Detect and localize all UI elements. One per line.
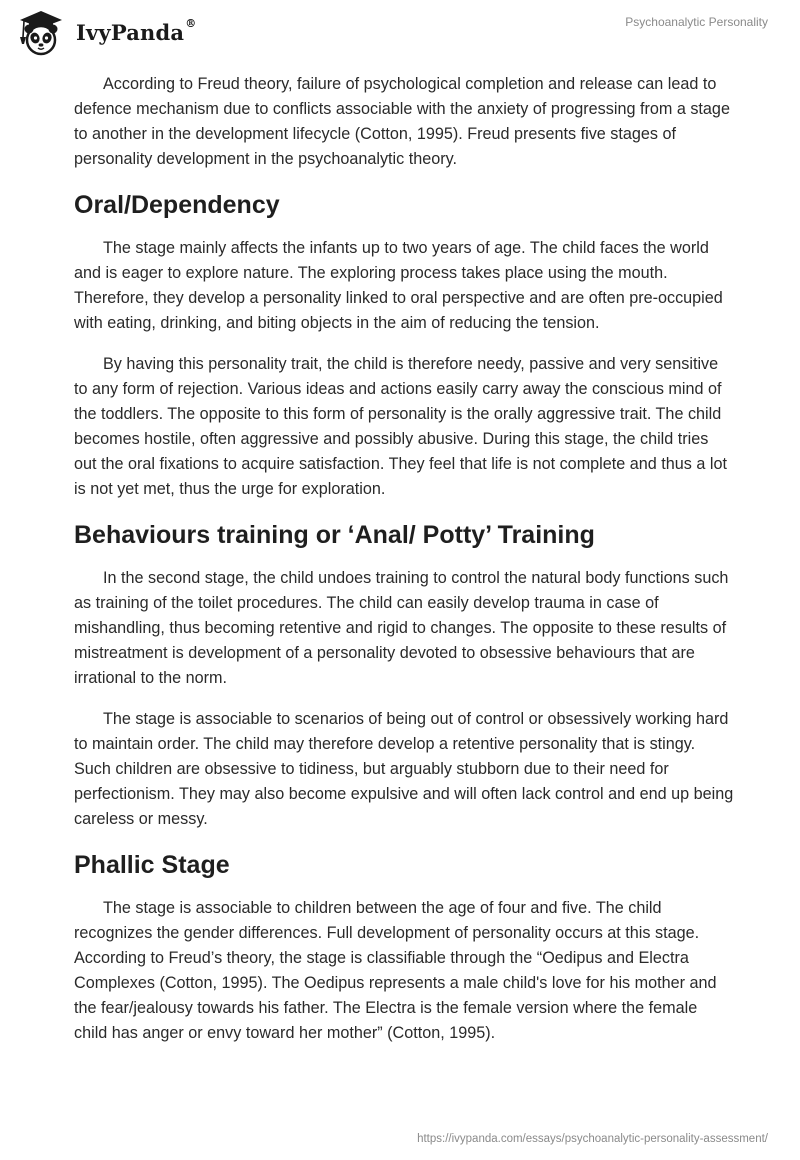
logo-name: IvyPanda	[76, 19, 185, 45]
paragraph: The stage is associable to scenarios of being out of control or obsessively working hard to maintain order. The child may therefore develop a retentive personality that is stingy. Such children are obsessive to tidiness, but arguably stubborn due to their need for perfectionism. They may also become expulsive and will often lack control and end up being careless or messy.	[74, 710, 734, 828]
logo-registered-mark: ®	[185, 16, 197, 30]
section-heading-oral: Oral/Dependency	[74, 191, 280, 219]
source-url-link[interactable]: https://ivypanda.com/essays/psychoanalytic-personality-assessment/	[417, 1133, 768, 1145]
panda-graduation-icon	[14, 7, 70, 57]
ivypanda-logo[interactable]	[14, 7, 196, 57]
paragraph: The stage mainly affects the infants up to two years of age. The child faces the world and is eager to explore nature. The exploring process takes place using the mouth. Therefore, they develop a personality linked to oral perspective and are often pre-occupied with eating, drinking, and biting objects in the aim of reducing the tension.	[74, 239, 723, 332]
logo-wordmark	[76, 16, 197, 45]
page-header	[0, 0, 800, 60]
section-heading-anal: Behaviours training or ‘Anal/ Potty’ Training	[74, 521, 595, 549]
document-title: Psychoanalytic Personality	[625, 15, 768, 29]
paragraph: The stage is associable to children between the age of four and five. The child recognizes the gender differences. Full development of personality occurs at this stage. According to Freud’s theory, the stage is classifiable through the “Oedipus and Electra Complexes (Cotton, 1995). The Oedipus represents a male child's love for his mother and the fear/jealousy towards his father. The Electra is the female version where the female child has anger or envy toward her mother” (Cotton, 1995).	[74, 899, 717, 1042]
paragraph: In the second stage, the child undoes training to control the natural body functions such as training of the toilet procedures. The child can easily develop trauma in case of mishandling, thus becoming retentive and rigid to changes. The opposite to these results of mistreatment is development of a personality devoted to obsessive behaviours that are irrational to the norm.	[74, 569, 729, 687]
paragraph: By having this personality trait, the child is therefore needy, passive and very sensitive to any form of rejection. Various ideas and actions easily carry away the conscious mind of the toddlers. The opposite to this form of personality is the orally aggressive trait. The child becomes hostile, often aggressive and possibly abusive. During this stage, the child tries out the oral fixations to acquire satisfaction. They feel that life is not complete and thus a lot is not yet met, thus the urge for exploration.	[74, 355, 727, 498]
essay-content	[74, 72, 734, 1062]
intro-paragraph: According to Freud theory, failure of psychological completion and release can lead to defence mechanism due to conflicts associable with the anxiety of progressing from a stage to another in the development lifecycle (Cotton, 1995). Freud presents five stages of personality development in the psychoanalytic theory.	[74, 75, 730, 168]
section-heading-phallic: Phallic Stage	[74, 851, 230, 879]
